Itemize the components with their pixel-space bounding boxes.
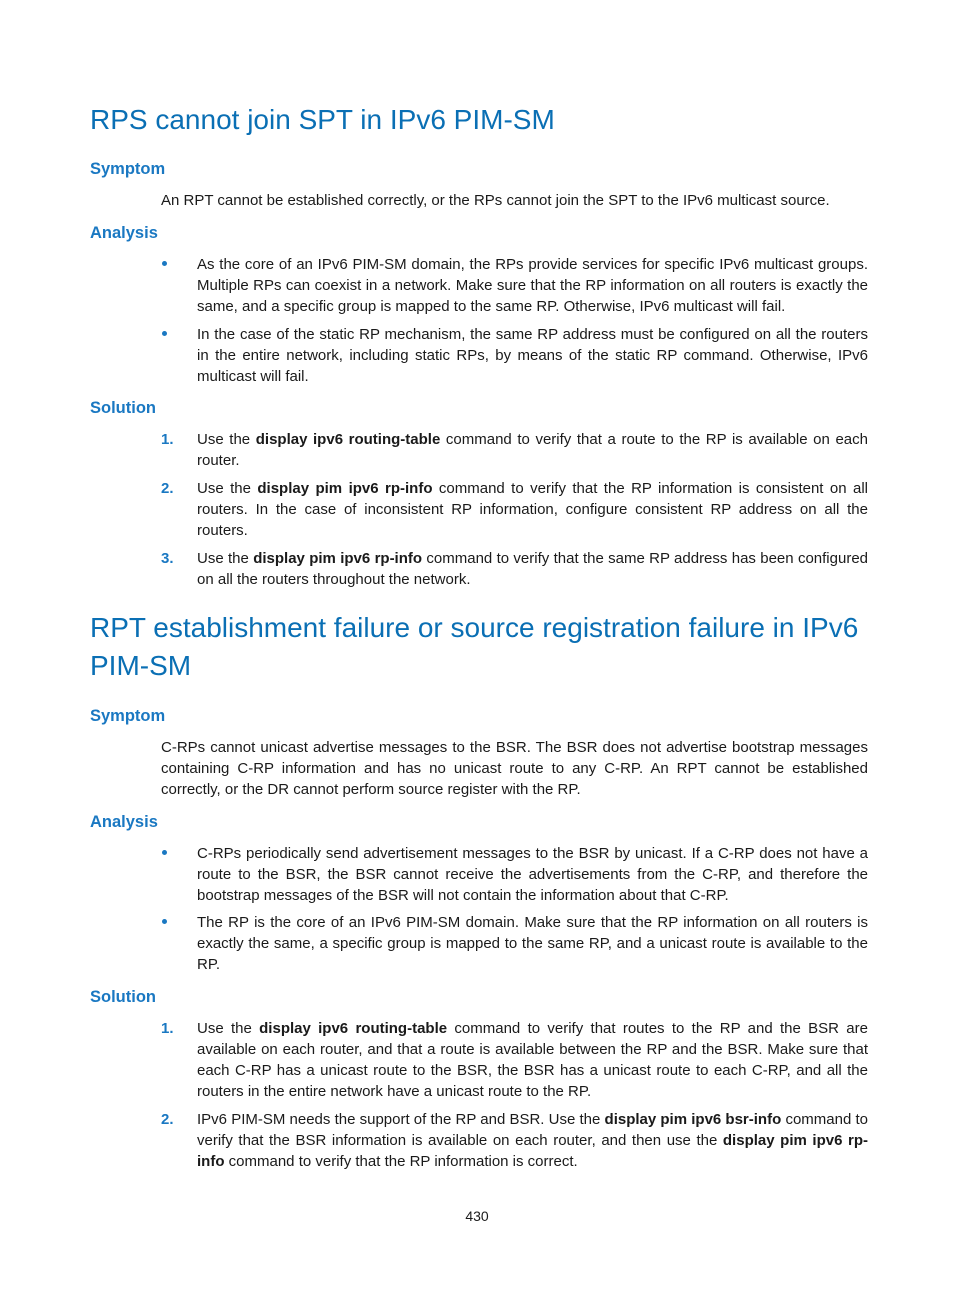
analysis-heading: Analysis — [90, 813, 158, 831]
symptom-text: C-RPs cannot unicast advertise messages to the BSR. The BSR does not advertise bootstrap messages containing C-RP information and has no unicast route to any C-RP. An RPT cannot be established correctly, or the DR cannot perform source register with the RP. — [161, 739, 868, 798]
analysis-heading: Analysis — [90, 224, 158, 242]
solution-heading: Solution — [90, 988, 156, 1006]
bullet-icon — [162, 261, 167, 266]
analysis-bullet-item: As the core of an IPv6 PIM-SM domain, the RPs provide services for specific IPv6 multicast groups. Multiple RPs can coexist in a network. Make sure that the RP information on all routers is exactly the same, and a specific group is mapped to the same RP. Otherwise, IPv6 multicast will fail. — [161, 254, 868, 317]
solution-step: 2. IPv6 PIM-SM needs the support of the RP and BSR. Use the display pim ipv6 bsr-info command to verify that the BSR information is available on each router, and then use the display pim ipv6 rp-info command to verify that the RP information is correct. — [161, 1111, 868, 1170]
step-number: 2. — [161, 480, 174, 497]
solution-step: 1. Use the display ipv6 routing-table command to verify that routes to the RP and the BSR are available on each router, and that a route is available between the RP and the BSR. Make sure that each C-RP has a unicast route to the BSR, the BSR has a unicast route to each C-RP, and all the routers in the entire network have a unicast route to the RP. — [161, 1020, 868, 1100]
solution-step: 2. Use the display pim ipv6 rp-info command to verify that the RP information is consistent on all routers. In the case of inconsistent RP information, configure consistent RP address on all the routers. — [161, 480, 868, 539]
command-name: display ipv6 routing-table — [255, 431, 441, 448]
solution-step: 3. Use the display pim ipv6 rp-info command to verify that the same RP address has been configured on all the routers throughout the network. — [161, 550, 869, 588]
command-name: display pim ipv6 rp-info — [253, 550, 423, 567]
step-number: 1. — [161, 1020, 174, 1037]
step-number: 1. — [161, 431, 174, 448]
symptom-heading: Symptom — [90, 707, 166, 725]
bullet-icon — [162, 850, 167, 855]
analysis-bullet-item: The RP is the core of an IPv6 PIM-SM domain. Make sure that the RP information on all routers is exactly the same, a specific group is mapped to the same RP, and a unicast route is available to the RP. — [161, 912, 868, 975]
solution-step: 1. Use the display ipv6 routing-table command to verify that a route to the RP is available on each router. — [161, 431, 868, 469]
bullet-icon — [162, 919, 167, 924]
command-name: display pim ipv6 rp-info — [257, 480, 433, 497]
solution-heading: Solution — [90, 399, 156, 417]
step-number: 2. — [161, 1111, 174, 1128]
page-number: 430 — [465, 1208, 489, 1224]
analysis-bullet-item: C-RPs periodically send advertisement messages to the BSR by unicast. If a C-RP does not have a route to the BSR, the BSR cannot receive the advertisements from the C-RP, and therefore the bootstrap messages of the BSR will not contain the information about that C-RP. — [161, 843, 868, 906]
command-name: display ipv6 routing-table — [259, 1020, 448, 1037]
bullet-icon — [162, 331, 167, 336]
section-title-rpt-failure: RPT establishment failure or source registration failure in IPv6 PIM-SM — [90, 612, 859, 681]
command-name: display pim ipv6 rp-info — [197, 1132, 868, 1170]
step-number: 3. — [161, 550, 174, 567]
command-name: display pim ipv6 bsr-info — [604, 1111, 782, 1128]
analysis-bullet-item: In the case of the static RP mechanism, the same RP address must be configured on all the routers in the entire network, including static RPs, by means of the static RP command. Otherwise, IPv6 multicast will fail. — [161, 324, 868, 387]
symptom-text: An RPT cannot be established correctly, or the RPs cannot join the SPT to the IPv6 multicast source. — [161, 192, 830, 209]
symptom-heading: Symptom — [90, 160, 166, 178]
section-title-rps-join-spt: RPS cannot join SPT in IPv6 PIM-SM — [90, 104, 555, 135]
